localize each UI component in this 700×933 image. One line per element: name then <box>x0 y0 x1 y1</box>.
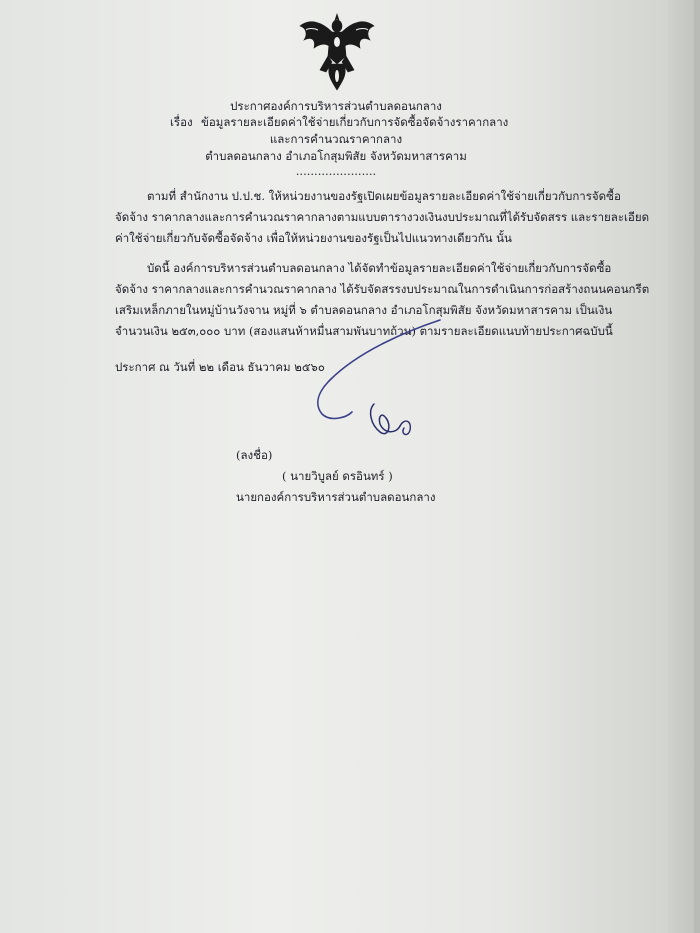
location-line: ตำบลดอนกลาง อำเภอโกสุมพิสัย จังหวัดมหาสารคาม <box>205 149 467 163</box>
subject-label: เรื่อง <box>170 115 193 129</box>
signer-position: นายกองค์การบริหารส่วนตำบลดอนกลาง <box>236 490 436 504</box>
handwritten-signature <box>300 300 460 460</box>
para1-line-3: ค่าใช้จ่ายเกี่ยวกับจัดซื้อจัดจ้าง เพื่อให้หน่วยงานของรัฐเป็นไปแนวทางเดียวกัน นั้น <box>115 231 512 245</box>
announcement-title: ประกาศองค์การบริหารส่วนตำบลดอนกลาง <box>230 99 442 113</box>
header-divider: ...................... <box>295 164 377 178</box>
announce-date: ประกาศ ณ วันที่ ๒๒ เดือน ธันวาคม ๒๕๖๐ <box>115 360 325 374</box>
para2-line-2: จัดจ้าง ราคากลางและการคำนวณราคากลาง ได้รับจัดสรรงบประมาณในการดำเนินการก่อสร้างถนนคอนกรีต <box>115 282 650 296</box>
underlying-page-edge <box>668 0 694 933</box>
para2-line-1: บัดนี้ องค์การบริหารส่วนตำบลดอนกลาง ได้จัดทำข้อมูลรายละเอียดค่าใช้จ่ายเกี่ยวกับการจัดซื้อ <box>147 261 612 275</box>
para2-line-3: เสริมเหล็กภายในหมู่บ้านวังจาน หมู่ที่ ๖ ตำบลดอนกลาง อำเภอโกสุมพิสัย จังหวัดมหาสารคาม เป็นเงิน <box>115 303 613 317</box>
para2-line-4: จำนวนเงิน ๒๕๓,๐๐๐ บาท (สองแสนห้าหมื่นสามพันบาทถ้วน) ตามรายละเอียดแนบท้ายประกาศฉบับนี้ <box>115 324 613 338</box>
sign-label: (ลงชื่อ) <box>236 448 273 462</box>
subject-line-2: และการคำนวณราคากลาง <box>269 132 403 146</box>
para1-line-1: ตามที่ สำนักงาน ป.ป.ช. ให้หน่วยงานของรัฐเปิดเผยข้อมูลรายละเอียดค่าใช้จ่ายเกี่ยวกับการจัดซื้อ <box>147 189 621 203</box>
signer-name: ( นายวิบูลย์ ดรอินทร์ ) <box>282 469 393 483</box>
subject-text: ข้อมูลรายละเอียดค่าใช้จ่ายเกี่ยวกับการจัดซื้อจัดจ้างราคากลาง <box>201 115 509 129</box>
garuda-emblem-icon <box>296 12 378 94</box>
para1-line-2: จัดจ้าง ราคากลางและการคำนวณราคากลางตามแบบตารางวงเงินงบประมาณที่ได้รับจัดสรร และรายละเอียด <box>115 210 650 224</box>
